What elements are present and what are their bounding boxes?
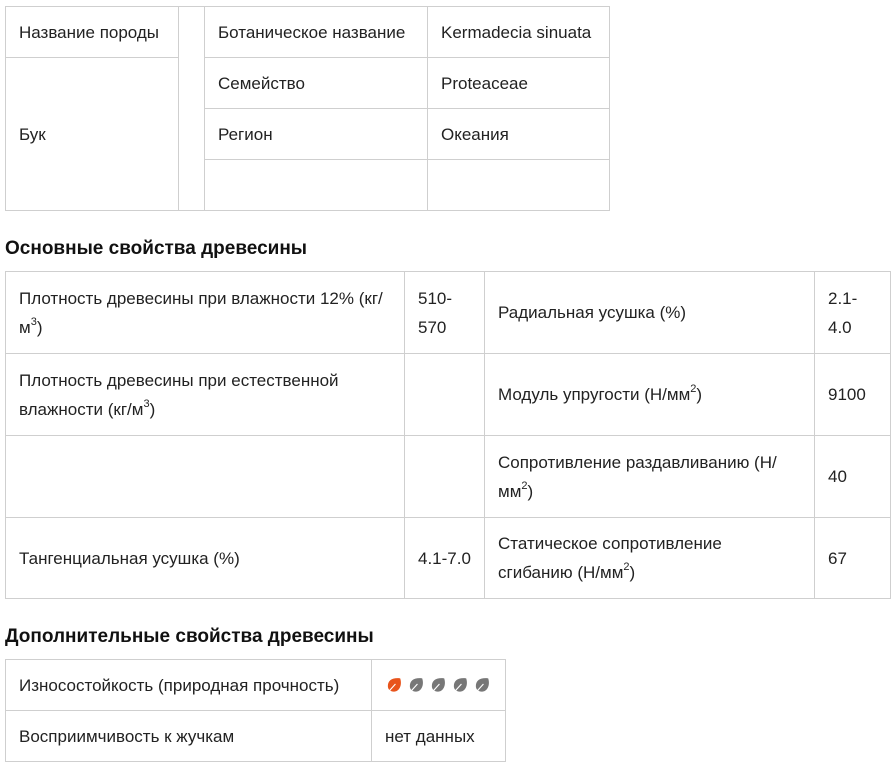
region-value: Океания [428,109,610,160]
table-row [6,660,506,711]
modulus-label: Модуль упругости $(Н/мм^2)$ [485,354,815,436]
botanical-name-value: Kermadecia sinuata [428,7,610,58]
empty-cell [6,436,405,518]
family-value: Proteaceae [428,58,610,109]
table-row [6,272,891,354]
table-row [6,436,891,518]
table-row [6,518,891,599]
species-name-label: Название породы [6,7,179,58]
leaf-empty-icon [429,675,448,695]
region-label: Регион [205,109,428,160]
main-properties-table [5,271,891,599]
modulus-value: 9100 [815,354,891,436]
crush-resistance-label: Сопротивление раздавливанию $(Н/мм^2)$ [485,436,815,518]
bending-resistance-value: 67 [815,518,891,599]
density-natural-value [405,354,485,436]
table-row [6,711,506,762]
table-row [6,354,891,436]
density-natural-label: Плотность древесины при естественной влажности $(кг/м^3)$ [6,354,405,436]
leaf-empty-icon [473,675,492,695]
durability-rating [372,660,506,711]
species-name-value: Бук [6,58,179,211]
crush-resistance-value: 40 [815,436,891,518]
extra-properties-heading: Дополнительные свойства древесины [5,626,374,647]
empty-cell [428,160,610,211]
table-row [6,7,610,58]
density-12-label: Плотность древесины при влажности 12% $(кг/м^3)$ [6,272,405,354]
beetle-susceptibility-value: нет данных [372,711,506,762]
tangential-shrinkage-label: Тангенциальная усушка (%) [6,518,405,599]
main-properties-heading: Основные свойства древесины [5,238,308,259]
radial-shrinkage-label: Радиальная усушка (%) [485,272,815,354]
radial-shrinkage-value: 2.1-4.0 [815,272,891,354]
durability-rating-leaves [385,675,492,695]
empty-cell [405,436,485,518]
density-12-value: 510-570 [405,272,485,354]
leaf-empty-icon [407,675,426,695]
leaf-empty-icon [451,675,470,695]
botanical-name-label: Ботаническое название [205,7,428,58]
extra-properties-table [5,659,506,762]
spacer-cell [179,7,205,211]
tangential-shrinkage-value: 4.1-7.0 [405,518,485,599]
empty-cell [205,160,428,211]
table-row [6,58,610,109]
beetle-susceptibility-label: Восприимчивость к жучкам [6,711,372,762]
bending-resistance-label: Статическое сопротивление сгибанию $(Н/мм^2)$ [485,518,815,599]
durability-label: Износостойкость (природная прочность) [6,660,372,711]
species-info-table [5,6,610,211]
leaf-filled-icon [385,675,404,695]
family-label: Семейство [205,58,428,109]
